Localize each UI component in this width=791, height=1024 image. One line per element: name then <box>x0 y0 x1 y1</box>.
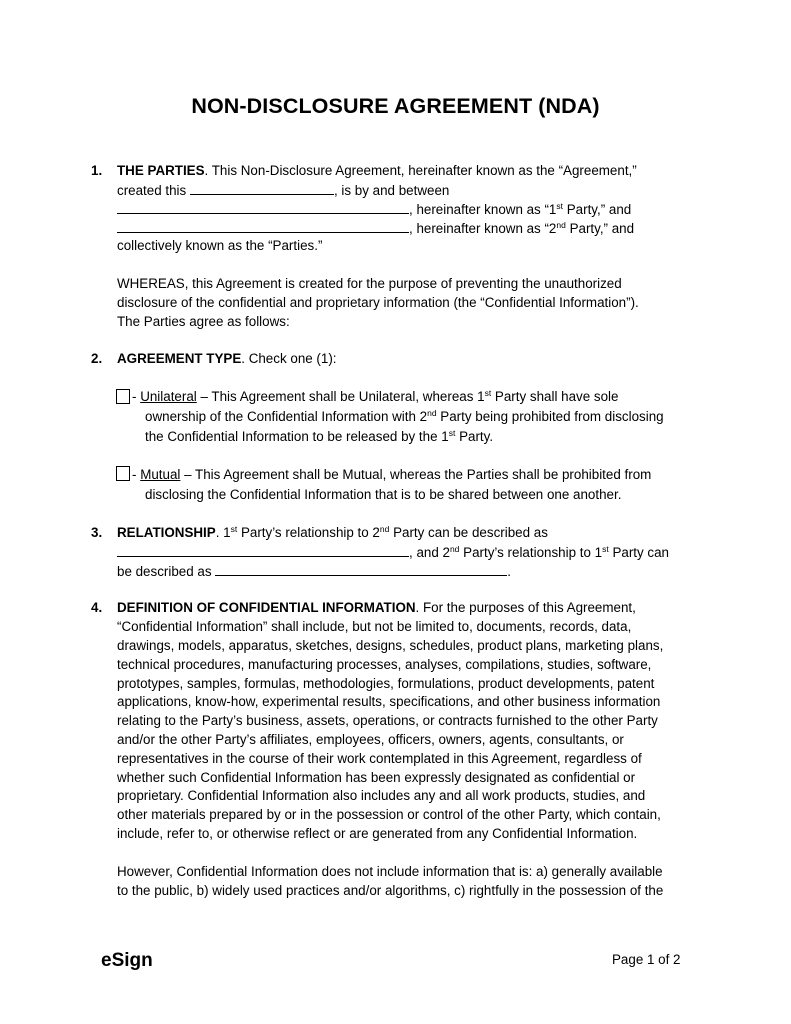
section-4-body-line: prototypes, samples, formulas, methodologies, formulations, product developments, patent <box>117 676 655 691</box>
unilateral-label: Unilateral <box>140 389 197 404</box>
document-title: NON-DISCLOSURE AGREEMENT (NDA) <box>191 94 600 118</box>
section-4-body-line: drawings, models, apparatus, sketches, designs, schedules, product plans, marketing plans, <box>117 638 664 653</box>
section-1-line-3: , hereinafter known as “1st Party,” and <box>117 201 631 218</box>
unilateral-line-3: the Confidential Information to be released by the 1st Party. <box>145 428 494 444</box>
section-4-body-line: representatives in the course of their work contemplated in this Agreement, regardless of <box>117 751 642 766</box>
section-4-body-line: relating to the Party’s business, assets, operations, or contracts furnished to the other Party <box>117 713 658 728</box>
section-3-line-2: , and 2nd Party’s relationship to 1st Party can <box>117 544 669 561</box>
section-4-body-line: “Confidential Information” shall include, but not be limited to, documents, records, data, <box>117 619 632 634</box>
section-4-body-line: include, refer to, or otherwise reflect or are generated from any Confidential Information. <box>117 826 638 841</box>
section-4-line-1: DEFINITION OF CONFIDENTIAL INFORMATION. For the purposes of this Agreement, <box>117 600 636 615</box>
esign-logo: eSign <box>101 950 153 971</box>
section-1-number: 1. <box>91 163 103 178</box>
section-2-line-1: AGREEMENT TYPE. Check one (1): <box>117 351 337 366</box>
whereas-line-3: The Parties agree as follows: <box>117 314 290 329</box>
section-4-heading: DEFINITION OF CONFIDENTIAL INFORMATION <box>117 600 416 615</box>
section-3-number: 3. <box>91 525 103 540</box>
mutual-checkbox[interactable] <box>116 466 130 481</box>
mutual-line-2: disclosing the Confidential Information that is to be shared between one another. <box>145 487 622 502</box>
mutual-label: Mutual <box>140 467 181 482</box>
section-2-heading: AGREEMENT TYPE <box>117 351 242 366</box>
section-1-line-1: THE PARTIES. This Non-Disclosure Agreement, hereinafter known as the “Agreement,” <box>117 163 637 178</box>
page-number: Page 1 of 2 <box>612 952 681 967</box>
second-party-blank[interactable] <box>117 220 409 233</box>
mutual-line-1: - Mutual – This Agreement shall be Mutual, whereas the Parties shall be prohibited from <box>132 467 652 482</box>
section-1-line-4: , hereinafter known as “2nd Party,” and <box>117 220 634 237</box>
relationship-2-blank[interactable] <box>215 563 507 576</box>
section-4-body-line: whether such Confidential Information has been expressly designated as confidential or <box>117 770 636 785</box>
section-3-line-1: RELATIONSHIP. 1st Party’s relationship to 2nd Party can be described as <box>117 524 548 540</box>
section-1-heading: THE PARTIES <box>117 163 205 178</box>
section-4-body-line: technical procedures, manufacturing processes, analyses, compilations, studies, software, <box>117 657 652 672</box>
however-line-2: to the public, b) widely used practices and/or algorithms, c) rightfully in the possession of the <box>117 883 664 898</box>
unilateral-line-1: - Unilateral – This Agreement shall be Unilateral, whereas 1st Party shall have sole <box>132 388 619 404</box>
section-4-number: 4. <box>91 600 103 615</box>
whereas-line-1: WHEREAS, this Agreement is created for the purpose of preventing the unauthorized <box>117 276 622 291</box>
section-4-body-line: proprietary. Confidential Information also includes any and all work products, studies, and <box>117 788 646 803</box>
whereas-line-2: disclosure of the confidential and proprietary information (the “Confidential Information”). <box>117 295 639 310</box>
section-4-body-line: applications, know-how, experimental results, specifications, and other business information <box>117 694 661 709</box>
section-1-line-2: created this , is by and between <box>117 183 450 198</box>
date-blank[interactable] <box>190 182 334 195</box>
section-4-body-line: other materials prepared by or in the possession or control of the other Party, which contain, <box>117 807 661 822</box>
unilateral-checkbox[interactable] <box>116 389 130 404</box>
however-line-1: However, Confidential Information does not include information that is: a) generally available <box>117 864 663 879</box>
first-party-blank[interactable] <box>117 201 409 214</box>
relationship-1-blank[interactable] <box>117 544 409 557</box>
section-3-heading: RELATIONSHIP <box>117 525 216 540</box>
section-1-line-5: collectively known as the “Parties.” <box>117 238 323 253</box>
section-2-number: 2. <box>91 351 103 366</box>
section-3-line-3: be described as . <box>117 564 512 579</box>
section-4-body-line: and/or the other Party’s affiliates, employees, officers, owners, agents, consultants, or <box>117 732 624 747</box>
unilateral-line-2: ownership of the Confidential Information with 2nd Party being prohibited from disclosing <box>145 408 664 424</box>
